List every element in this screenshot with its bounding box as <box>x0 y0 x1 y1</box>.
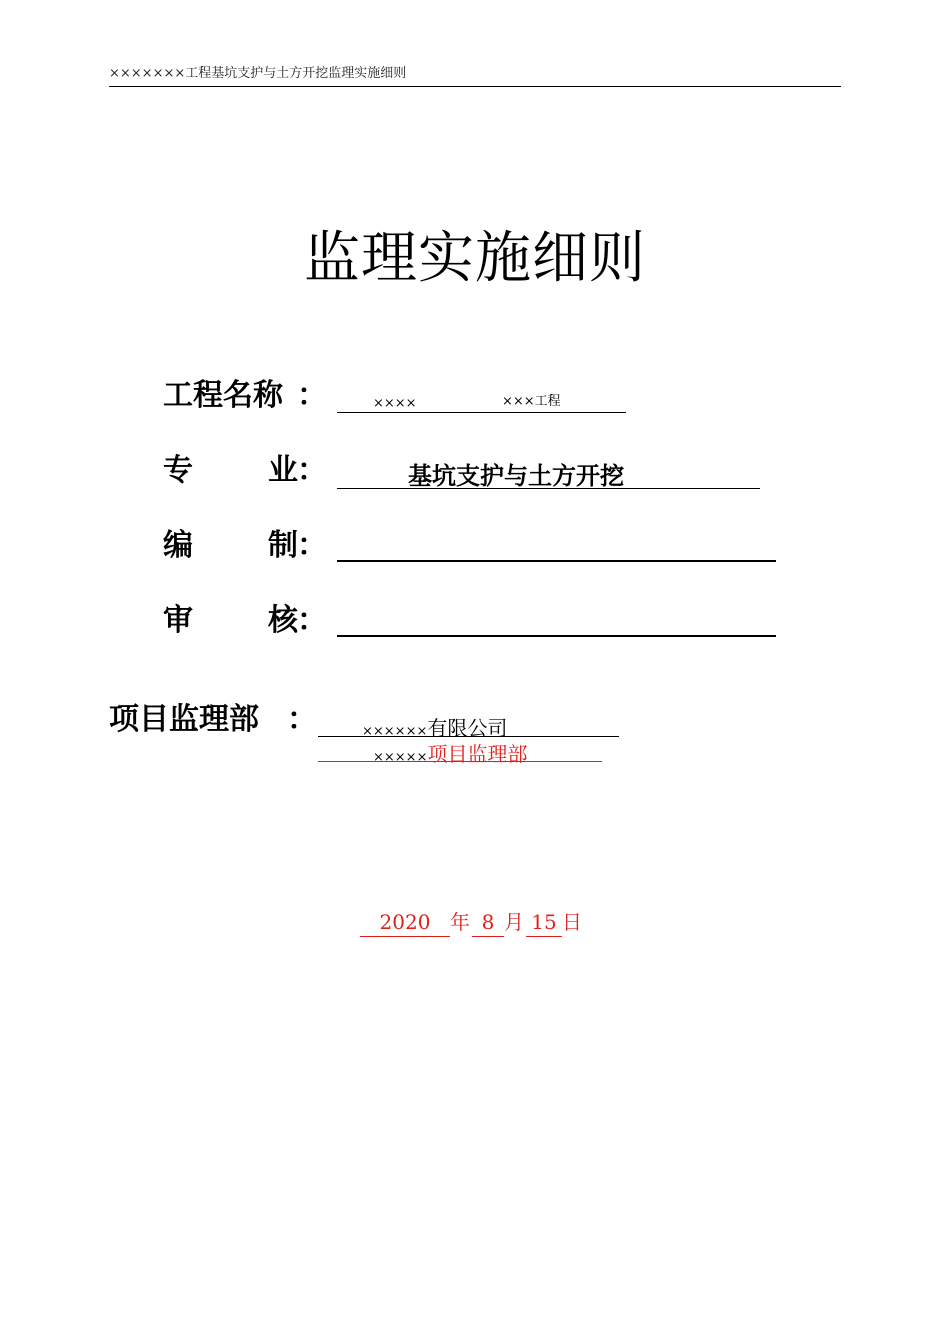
project-name-colon: ： <box>297 378 327 413</box>
date-month-unit: 月 <box>504 910 524 934</box>
specialty-colon: ： <box>297 453 327 488</box>
compiled-by-label-char2: 制 <box>268 528 298 563</box>
date-month[interactable]: 8 <box>472 908 504 937</box>
compiled-by-label-char1: 编 <box>163 528 193 563</box>
date-day-unit: 日 <box>562 910 582 934</box>
reviewed-by-colon: ： <box>297 603 327 638</box>
date-year-unit: 年 <box>450 910 470 934</box>
compiled-by-colon: ： <box>297 528 327 563</box>
project-name-value-part2 <box>502 386 561 410</box>
dept-value <box>373 738 527 767</box>
company-prefix: ×××××× <box>362 724 428 739</box>
compiled-by-field[interactable] <box>337 534 776 562</box>
date-day[interactable]: 15 <box>526 908 562 937</box>
specialty-label-char2: 业 <box>268 453 298 488</box>
project-name-value-part1: ×××× <box>373 396 417 411</box>
project-dept-colon: ： <box>287 702 317 737</box>
reviewed-by-label-char1: 审 <box>163 603 193 638</box>
dept-suffix: 项目监理部 <box>427 742 528 766</box>
dept-prefix: ××××× <box>373 750 428 765</box>
date-line <box>360 908 582 937</box>
page-header: ×××××××工程基坑支护与土方开挖监理实施细则 <box>109 66 841 87</box>
date-year[interactable]: 2020 <box>360 908 450 937</box>
specialty-value: 基坑支护与土方开挖 <box>408 462 624 490</box>
project-dept-label: 项目监理部 <box>109 702 259 737</box>
company-suffix: 有限公司 <box>427 716 508 740</box>
specialty-label-char1: 专 <box>163 453 193 488</box>
project-name-label: 工程名称 <box>163 378 283 413</box>
project-name-value-prefix: ×××工程 <box>502 394 561 409</box>
document-title: 监理实施细则 <box>304 226 646 291</box>
reviewed-by-label-char2: 核 <box>268 603 298 638</box>
reviewed-by-field[interactable] <box>337 609 776 637</box>
